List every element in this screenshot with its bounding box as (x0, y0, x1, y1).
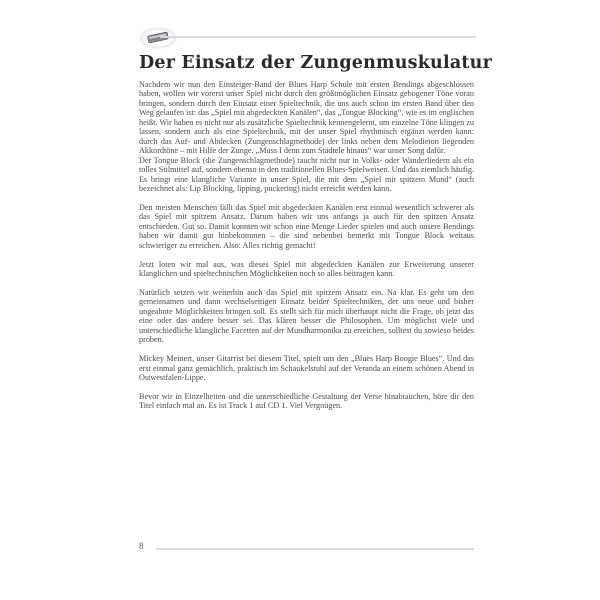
paragraph-guitarist: Mickey Meinert, unser Gitarrist bei diesem Titel, spielt uns den „Blues Harp Boogie Blues“. Und das erst einmal ganz gemächlich, praktisch im Schaukelstuhl auf der Veranda an einem schönen Abend in Ostwestfalen-Lippe. (139, 354, 474, 382)
footer-divider (156, 548, 474, 550)
paragraph-tongue-block: Der Tongue Block (die Zungenschlagmethode) taucht nicht nur in Volks- oder Wanderliedern als ein tolles Stilmittel auf, sondern ebenso in den traditionellen Blues-Spielweisen. Und das ziemlich häufig. Es bringt eine klangliche Variante in unser Spiel, die mit dem „Spiel mit spitzem Mund“ (auch bezeichnet als: Lip Blocking, lipping, puckering) nicht erreicht werden kann. (139, 155, 474, 193)
paragraph-explore: Jetzt loten wir mal aus, was dieses Spiel mit abgedeckten Kanälen zur Erweiterung unserer klanglichen und spieltechnischen Möglichkeiten noch so alles beitragen kann. (139, 259, 474, 279)
paragraph-difficulty: Den meisten Menschen fällt das Spiel mit abgedeckten Kanälen erst einmal wesentlich schwerer als das Spiel mit spitzem Ansatz. Darum haben wir uns anfangs ja auch für den spitzen Ansatz entschieden. Gut so. Damit konnten wir schon eine Menge Lieder spielen und auch unsere Bendings haben wir damit gut hinbekommen – die sind nebenbei bemerkt mit Tongue Block weitaus schwieriger zu erreichen. Also: Alles richtig gemacht! (139, 202, 474, 250)
paragraph-combined-techniques: Natürlich setzen wir weiterhin auch das Spiel mit spitzem Ansatz ein. Na klar. Es geht um den gemeinsamen und dann wechselseitigen Einsatz beider Spieltechniken, der uns neue und bisher ungeahnte Möglichkeiten bringen soll. Es stellt sich für mich überhaupt nicht die Frage, ob jetzt das eine oder das andere besser sei. Das klären besser die Philosophen. Um möglichst viele und unterschiedliche klangliche Facetten auf der Mundharmonika zu erreichen, solltest du sowieso beides proben. (139, 287, 474, 345)
paragraph-intro: Nachdem wir nun den Einsteiger-Band der Blues Harp Schule mit ersten Bendings abgeschlossen haben, wollen wir vorerst unser Spiel nicht durch den größtmöglichen Einsatz gebogener Töne voran bringen, sondern durch den Einsatz einer Spieltechnik, die uns auch schon im ersten Band über den Weg gelaufen ist: das „Spiel mit abgedeckten Kanälen“, das „Tongue Blocking“, wie es im englischen heißt. Wir haben es nicht nur als zusätzliche Spieltechnik kennengelernt, um einzelne Töne klingen zu lassen, sondern auch als eine Spieltechnik, mit der unser Spiel rhythmisch ergänzt werden kann: durch das Auf- und Abdecken (Zungenschlagmethode) der links neben dem Melodieton liegenden Akkordtöne – mit Hilfe der Zunge. „Muss I denn zum Städtele hinaus“ war unser Song dafür. (139, 80, 474, 156)
paragraph-listen-track: Bevor wir in Einzelheiten und die unterschiedliche Gestaltung der Verse hinabtauchen, höre dir den Titel einfach mal an. Es ist Track 1 auf CD 1. Viel Vergnügen. (139, 391, 474, 411)
header-divider (160, 36, 476, 38)
page-title: Der Einsatz der Zungenmuskulatur (139, 53, 492, 73)
harmonica-badge (140, 28, 176, 48)
body-text (139, 80, 474, 420)
page-number: 8 (139, 541, 144, 551)
